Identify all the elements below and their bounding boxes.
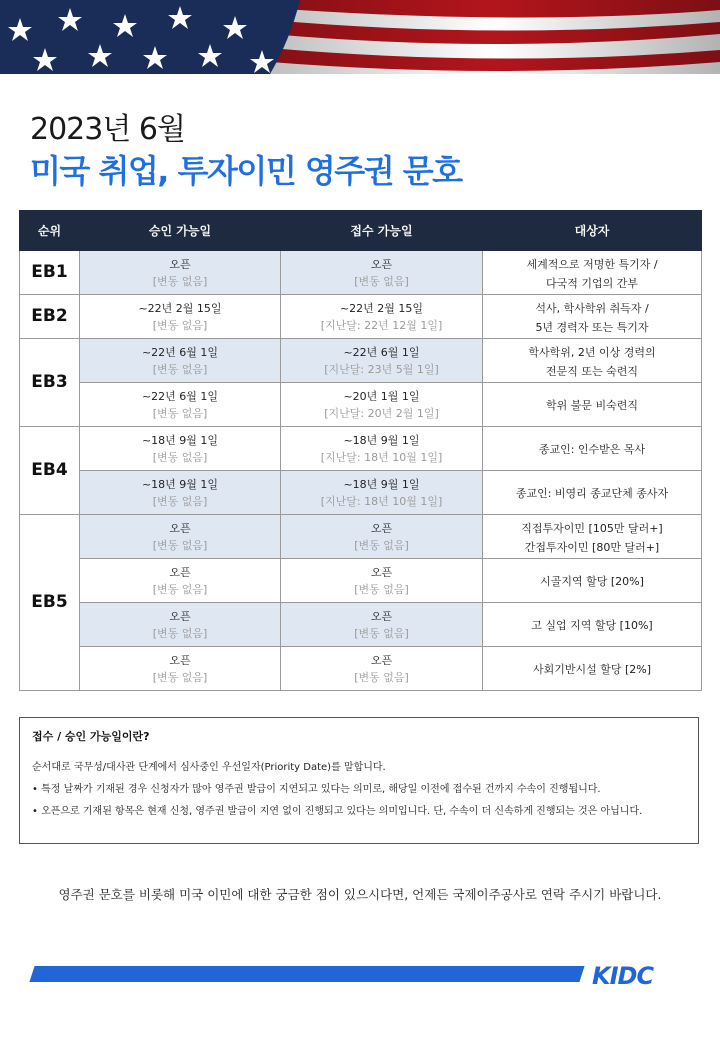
- filing-cell-date: 오픈: [370, 521, 393, 535]
- approval-cell-change-note: [변동 없음]: [152, 274, 208, 288]
- target-text: 사회기반시설 할당 [2%]: [532, 663, 652, 676]
- column-header-approval: 승인 가능일: [80, 211, 281, 251]
- us-flag-graphic: [0, 0, 720, 74]
- target-cell: [483, 251, 702, 295]
- approval-cell: [80, 471, 281, 515]
- table-row: [20, 427, 702, 471]
- table-row: [20, 647, 702, 691]
- filing-cell: [281, 251, 483, 295]
- filing-cell: [281, 515, 483, 559]
- category-cell: EB4: [20, 427, 80, 515]
- filing-cell-change-note: [변동 없음]: [354, 538, 409, 552]
- approval-cell: [80, 251, 281, 295]
- filing-cell-date: ~22년 2월 15일: [339, 301, 424, 315]
- approval-cell-date: ~18년 9월 1일: [141, 433, 219, 447]
- table-row: [20, 603, 702, 647]
- filing-cell-change-note: [변동 없음]: [354, 274, 409, 288]
- filing-cell-date: ~22년 6월 1일: [343, 345, 420, 359]
- table-row: [20, 339, 702, 383]
- filing-cell-date: ~18년 9월 1일: [343, 433, 420, 447]
- approval-cell: [80, 559, 281, 603]
- column-header-target: 대상자: [483, 211, 702, 251]
- target-text: 고 실업 지역 할당 [10%]: [531, 619, 653, 632]
- approval-cell-date: 오픈: [169, 653, 191, 667]
- us-flag-banner: [0, 0, 720, 74]
- table-row: [20, 559, 702, 603]
- column-header-rank: 순위: [20, 211, 80, 251]
- filing-cell: [281, 559, 483, 603]
- approval-cell-change-note: [변동 없음]: [152, 626, 208, 640]
- filing-cell: [281, 427, 483, 471]
- contact-message: 영주권 문호를 비롯해 미국 이민에 대한 궁금한 점이 있으시다면, 언제든 국제이주공사로 연락 주시기 바랍니다.: [58, 887, 662, 902]
- table-row: [20, 471, 702, 515]
- filing-cell-change-note: [변동 없음]: [354, 582, 409, 596]
- filing-cell-date: 오픈: [370, 653, 393, 667]
- kidc-logo: KIDC: [592, 962, 654, 990]
- approval-cell-date: 오픈: [169, 257, 191, 271]
- target-cell: [483, 427, 702, 471]
- target-cell: [483, 515, 702, 559]
- table-header-row: [20, 211, 702, 251]
- category-cell: EB3: [20, 339, 80, 427]
- approval-cell: [80, 603, 281, 647]
- approval-cell: [80, 427, 281, 471]
- approval-cell-change-note: [변동 없음]: [152, 538, 208, 552]
- target-cell: [483, 383, 702, 427]
- note-title: 접수 / 승인 가능일이란?: [32, 730, 150, 743]
- filing-cell-date: 오픈: [370, 257, 393, 271]
- table-row: [20, 295, 702, 339]
- approval-cell-date: ~22년 6월 1일: [141, 345, 219, 359]
- approval-cell-date: 오픈: [169, 565, 191, 579]
- table-row: [20, 251, 702, 295]
- table-row: [20, 383, 702, 427]
- approval-cell-change-note: [변동 없음]: [152, 582, 208, 596]
- target-cell: [483, 603, 702, 647]
- filing-cell-change-note: [변동 없음]: [354, 626, 409, 640]
- approval-cell-change-note: [변동 없음]: [152, 362, 208, 376]
- filing-cell: [281, 295, 483, 339]
- category-cell: EB2: [20, 295, 80, 339]
- approval-cell: [80, 383, 281, 427]
- filing-cell-change-note: [지난달: 23년 5월 1일]: [324, 362, 439, 376]
- target-cell: [483, 559, 702, 603]
- title-year: 2023년 6월: [30, 112, 185, 147]
- target-text: 학사학위, 2년 이상 경력의 전문직 또는 숙련직: [528, 345, 656, 378]
- page-title: 미국 취업, 투자이민 영주권 문호: [30, 152, 462, 190]
- target-cell: [483, 339, 702, 383]
- filing-cell: [281, 647, 483, 691]
- filing-cell: [281, 383, 483, 427]
- approval-cell-change-note: [변동 없음]: [152, 494, 208, 508]
- target-text: 석사, 학사학위 취득자 / 5년 경력자 또는 특기자: [535, 301, 649, 334]
- target-cell: [483, 647, 702, 691]
- filing-cell-change-note: [지난달: 18년 10월 1일]: [320, 450, 443, 464]
- filing-cell: [281, 603, 483, 647]
- visa-bulletin-table: [19, 210, 702, 691]
- approval-cell-change-note: [변동 없음]: [152, 318, 208, 332]
- filing-cell-change-note: [지난달: 18년 10월 1일]: [320, 494, 443, 508]
- approval-cell-date: ~18년 9월 1일: [141, 477, 219, 491]
- decorative-blue-bar: [29, 966, 584, 982]
- target-text: 직접투자이민 [105만 달러+] 간접투자이민 [80만 달러+]: [521, 521, 663, 554]
- approval-cell-date: ~22년 2월 15일: [138, 301, 222, 315]
- filing-cell-change-note: [지난달: 22년 12월 1일]: [320, 318, 443, 332]
- note-line: • 특정 날짜가 기재된 경우 신청자가 많아 영주권 발급이 지연되고 있다는 의미로, 해당일 이전에 접수된 건까지 수속이 진행됩니다.: [32, 784, 601, 795]
- filing-cell-date: ~18년 9월 1일: [343, 477, 420, 491]
- approval-cell-change-note: [변동 없음]: [152, 450, 208, 464]
- approval-cell: [80, 647, 281, 691]
- approval-cell-change-note: [변동 없음]: [152, 406, 208, 420]
- filing-cell-date: ~20년 1월 1일: [343, 389, 420, 403]
- approval-cell: [80, 515, 281, 559]
- approval-cell-date: ~22년 6월 1일: [141, 389, 219, 403]
- definition-note-box: [19, 717, 699, 844]
- filing-cell-change-note: [지난달: 20년 2월 1일]: [324, 406, 439, 420]
- target-text: 세계적으로 저명한 특기자 / 다국적 기업의 간부: [526, 257, 658, 290]
- category-cell: EB5: [20, 515, 80, 691]
- filing-cell-date: 오픈: [370, 565, 393, 579]
- filing-cell: [281, 339, 483, 383]
- target-text: 종교인: 비영리 종교단체 종사자: [515, 487, 669, 500]
- filing-cell-change-note: [변동 없음]: [354, 670, 409, 684]
- approval-cell-date: 오픈: [169, 521, 191, 535]
- filing-cell: [281, 471, 483, 515]
- target-text: 종교인: 인수받은 목사: [538, 443, 646, 456]
- approval-cell-date: 오픈: [169, 609, 191, 623]
- target-text: 학위 불문 비숙련직: [545, 399, 638, 412]
- target-cell: [483, 295, 702, 339]
- note-line: 순서대로 국무성/대사관 단계에서 심사중인 우선일자(Priority Date)를 말합니다.: [32, 762, 386, 773]
- target-cell: [483, 471, 702, 515]
- approval-cell: [80, 295, 281, 339]
- target-text: 시골지역 할당 [20%]: [540, 575, 644, 588]
- table-body: [20, 251, 702, 691]
- note-line: • 오픈으로 기재된 항목은 현재 신청, 영주권 발급이 지연 없이 진행되고 있다는 의미입니다. 단, 수속이 더 신속하게 진행되는 것은 아닙니다.: [32, 806, 643, 817]
- column-header-filing: 접수 가능일: [281, 211, 483, 251]
- approval-cell-change-note: [변동 없음]: [152, 670, 208, 684]
- table-row: [20, 515, 702, 559]
- category-cell: EB1: [20, 251, 80, 295]
- filing-cell-date: 오픈: [370, 609, 393, 623]
- approval-cell: [80, 339, 281, 383]
